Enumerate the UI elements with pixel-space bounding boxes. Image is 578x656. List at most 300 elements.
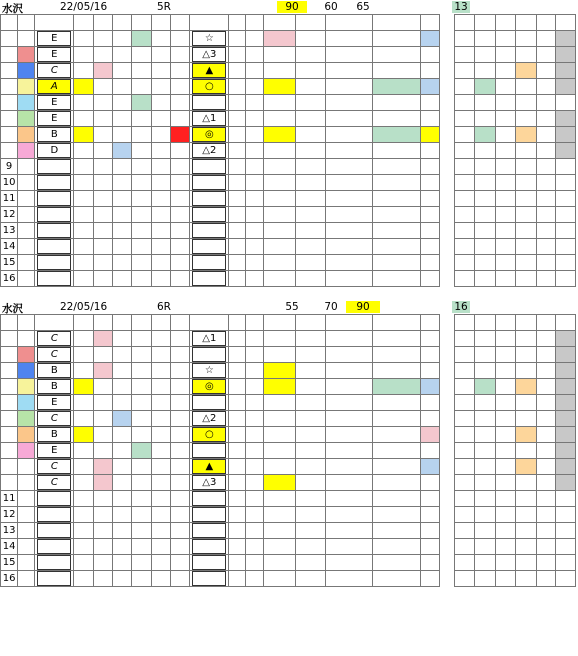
cell	[263, 507, 295, 523]
cell	[556, 571, 576, 587]
k-count	[496, 63, 515, 79]
p-count	[537, 143, 556, 159]
finish	[420, 395, 439, 411]
distance-header: 13	[452, 1, 470, 13]
column-header	[496, 15, 515, 31]
distance-move	[295, 95, 325, 111]
p-percent	[515, 331, 537, 347]
ability-grade	[35, 191, 74, 207]
distance-move	[295, 379, 325, 395]
ability-grade	[35, 207, 74, 223]
gate-number: 14	[1, 539, 18, 555]
gap-cell	[440, 111, 455, 127]
p-percent	[515, 363, 537, 379]
gate-number	[1, 47, 18, 63]
gap-cell	[440, 143, 455, 159]
gap-cell	[440, 491, 455, 507]
mark-cell	[190, 111, 229, 127]
table-row	[1, 523, 576, 539]
cell	[373, 239, 420, 255]
arrow	[151, 427, 170, 443]
cell	[132, 491, 151, 507]
cell	[326, 271, 373, 287]
prev-grade	[246, 47, 263, 63]
gap-cell	[440, 47, 455, 63]
finish	[420, 443, 439, 459]
cell	[263, 539, 295, 555]
dash-value	[229, 95, 246, 111]
jockey-record	[326, 363, 373, 379]
ability-box	[37, 223, 71, 238]
cell	[373, 159, 420, 175]
col-c	[112, 459, 131, 475]
mark-box: △2	[192, 143, 226, 158]
arrow	[151, 331, 170, 347]
header-cell	[18, 15, 35, 31]
cell	[151, 255, 170, 271]
fight	[556, 127, 576, 143]
cell	[326, 539, 373, 555]
k-count	[496, 427, 515, 443]
mark-cell	[190, 159, 229, 175]
gate-number	[1, 475, 18, 491]
ability-grade	[35, 143, 74, 159]
distance	[455, 363, 474, 379]
column-header	[263, 15, 295, 31]
cell	[496, 255, 515, 271]
col-d	[132, 331, 151, 347]
col-a	[74, 143, 93, 159]
fight	[556, 347, 576, 363]
table-row	[1, 363, 576, 379]
gate-number	[1, 443, 18, 459]
odds	[263, 95, 295, 111]
cell	[474, 555, 496, 571]
dash-value	[229, 31, 246, 47]
gap-cell	[440, 255, 455, 271]
cell	[474, 491, 496, 507]
cell	[326, 571, 373, 587]
ability-box	[37, 159, 71, 174]
gap-cell	[440, 31, 455, 47]
cell	[515, 159, 537, 175]
gap-cell	[440, 379, 455, 395]
fight	[556, 79, 576, 95]
p-count	[537, 31, 556, 47]
cell	[263, 555, 295, 571]
table-row	[1, 63, 576, 79]
distance	[455, 331, 474, 347]
cell	[151, 239, 170, 255]
p-count	[537, 443, 556, 459]
distance-move	[295, 459, 325, 475]
jockey-record	[326, 95, 373, 111]
cell	[326, 507, 373, 523]
gate-number: 15	[1, 555, 18, 571]
column-header	[112, 315, 131, 331]
col-d	[132, 475, 151, 491]
cell	[246, 175, 263, 191]
table-row	[1, 411, 576, 427]
cell	[496, 271, 515, 287]
p-count	[537, 395, 556, 411]
cell	[420, 175, 439, 191]
fight	[556, 459, 576, 475]
arrow	[151, 143, 170, 159]
cell	[474, 507, 496, 523]
cell	[151, 207, 170, 223]
arrow	[151, 443, 170, 459]
horse-number	[18, 95, 35, 111]
jockey-name	[373, 363, 420, 379]
arrow	[151, 111, 170, 127]
dash-value	[229, 379, 246, 395]
column-header	[515, 315, 537, 331]
cell	[93, 507, 112, 523]
fight	[556, 31, 576, 47]
p-percent	[515, 47, 537, 63]
cell	[263, 223, 295, 239]
table-row	[1, 191, 576, 207]
cell	[515, 555, 537, 571]
column-header	[190, 15, 229, 31]
distance-move	[295, 331, 325, 347]
jockey-record	[326, 63, 373, 79]
col-a	[74, 459, 93, 475]
gate-number	[1, 111, 18, 127]
cell	[420, 491, 439, 507]
cell	[74, 255, 93, 271]
horse-number	[18, 255, 35, 271]
column-header	[496, 315, 515, 331]
gap-cell	[440, 523, 455, 539]
col-d	[132, 347, 151, 363]
cell	[295, 491, 325, 507]
cell	[373, 491, 420, 507]
k-count	[496, 395, 515, 411]
odds	[263, 475, 295, 491]
jockey-name	[373, 95, 420, 111]
cell	[373, 207, 420, 223]
ability-box	[37, 239, 71, 254]
fight	[556, 443, 576, 459]
column-header	[93, 15, 112, 31]
mark-cell	[190, 411, 229, 427]
cell	[474, 523, 496, 539]
mark-cell	[190, 95, 229, 111]
p-percent	[515, 63, 537, 79]
distance-move	[295, 63, 325, 79]
cell	[556, 555, 576, 571]
cell	[132, 507, 151, 523]
mark-cell	[190, 475, 229, 491]
cell	[171, 523, 190, 539]
cell	[373, 271, 420, 287]
k-percent	[474, 379, 496, 395]
column-header	[132, 315, 151, 331]
ability-grade	[35, 411, 74, 427]
header-cell	[18, 315, 35, 331]
horse-number	[18, 475, 35, 491]
col-a	[74, 347, 93, 363]
running-style	[171, 79, 190, 95]
col-d	[132, 47, 151, 63]
cell	[112, 239, 131, 255]
cell	[515, 223, 537, 239]
distance	[455, 47, 474, 63]
col-a	[74, 79, 93, 95]
col-a	[74, 411, 93, 427]
arrow	[151, 475, 170, 491]
cell	[74, 555, 93, 571]
col-b	[93, 379, 112, 395]
jockey-name	[373, 331, 420, 347]
arrow	[151, 31, 170, 47]
gate-number	[1, 395, 18, 411]
mark-box	[192, 239, 226, 254]
cell	[171, 507, 190, 523]
mark-cell	[190, 363, 229, 379]
cell	[151, 175, 170, 191]
cell	[74, 539, 93, 555]
dash-value	[229, 63, 246, 79]
race-block	[0, 300, 576, 587]
mark-cell	[190, 223, 229, 239]
prev-grade	[246, 79, 263, 95]
table-row	[1, 271, 576, 287]
ability-grade	[35, 271, 74, 287]
cell	[474, 207, 496, 223]
horse-number	[18, 175, 35, 191]
gate-number: 13	[1, 223, 18, 239]
distance-move	[295, 347, 325, 363]
mark-box	[192, 507, 226, 522]
ability-box	[37, 539, 71, 554]
cell	[229, 491, 246, 507]
cell	[263, 571, 295, 587]
col-c	[112, 63, 131, 79]
cell	[246, 191, 263, 207]
running-style	[171, 459, 190, 475]
running-style	[171, 475, 190, 491]
mark-cell	[190, 31, 229, 47]
gap-cell	[440, 315, 455, 331]
cell	[420, 555, 439, 571]
distance	[455, 111, 474, 127]
cell	[295, 555, 325, 571]
mark-box: ◎	[192, 127, 226, 142]
p-percent	[515, 31, 537, 47]
gap-cell	[440, 555, 455, 571]
mark-cell	[190, 191, 229, 207]
distance	[455, 427, 474, 443]
p-percent	[515, 379, 537, 395]
p-count	[537, 127, 556, 143]
ability-box: E	[37, 95, 71, 110]
horse-number	[18, 555, 35, 571]
col-b	[93, 347, 112, 363]
cell	[474, 223, 496, 239]
col-c	[112, 379, 131, 395]
column-header	[420, 15, 439, 31]
cell	[515, 491, 537, 507]
k-percent	[474, 411, 496, 427]
cell	[93, 555, 112, 571]
col-b	[93, 127, 112, 143]
k-percent	[474, 347, 496, 363]
col-d	[132, 363, 151, 379]
col-a	[74, 31, 93, 47]
cell	[515, 539, 537, 555]
prev-grade	[246, 347, 263, 363]
mark-box: ▲	[192, 459, 226, 474]
k-count	[496, 347, 515, 363]
cell	[496, 539, 515, 555]
cell	[171, 239, 190, 255]
horse-number	[18, 427, 35, 443]
col-b	[93, 111, 112, 127]
gap-cell	[440, 411, 455, 427]
cell	[326, 159, 373, 175]
ability-box	[37, 255, 71, 270]
cell	[151, 539, 170, 555]
rating-value: 90	[346, 301, 380, 313]
finish	[420, 127, 439, 143]
mark-cell	[190, 379, 229, 395]
jockey-record	[326, 347, 373, 363]
gate-number: 12	[1, 207, 18, 223]
horse-number	[18, 127, 35, 143]
mark-box: ▲	[192, 63, 226, 78]
mark-box	[192, 555, 226, 570]
p-percent	[515, 127, 537, 143]
mark-cell	[190, 555, 229, 571]
odds	[263, 79, 295, 95]
table-row	[1, 571, 576, 587]
fight	[556, 411, 576, 427]
ability-box	[37, 571, 71, 586]
cell	[74, 271, 93, 287]
cell	[556, 523, 576, 539]
p-percent	[515, 427, 537, 443]
column-header	[295, 315, 325, 331]
column-header	[35, 15, 74, 31]
ability-grade	[35, 379, 74, 395]
horse-number	[18, 159, 35, 175]
jockey-record	[326, 459, 373, 475]
k-count	[496, 363, 515, 379]
running-style	[171, 31, 190, 47]
p-count	[537, 459, 556, 475]
mark-cell	[190, 127, 229, 143]
table-row	[1, 427, 576, 443]
distance-move	[295, 427, 325, 443]
cell	[132, 175, 151, 191]
cell	[496, 571, 515, 587]
horse-number	[18, 411, 35, 427]
mark-cell	[190, 507, 229, 523]
cell	[112, 191, 131, 207]
ability-grade	[35, 47, 74, 63]
cell	[246, 223, 263, 239]
column-header	[295, 15, 325, 31]
column-header	[455, 315, 474, 331]
column-header	[190, 315, 229, 331]
k-percent	[474, 475, 496, 491]
column-header	[229, 315, 246, 331]
cell	[455, 207, 474, 223]
distance	[455, 31, 474, 47]
jockey-record	[326, 475, 373, 491]
odds	[263, 331, 295, 347]
odds	[263, 411, 295, 427]
k-percent	[474, 111, 496, 127]
gap-cell	[440, 79, 455, 95]
ability-grade	[35, 347, 74, 363]
col-a	[74, 47, 93, 63]
mark-cell	[190, 63, 229, 79]
col-d	[132, 111, 151, 127]
cell	[326, 255, 373, 271]
col-c	[112, 31, 131, 47]
arrow	[151, 395, 170, 411]
mark-box: ◎	[192, 379, 226, 394]
horse-number	[18, 79, 35, 95]
k-count	[496, 127, 515, 143]
cell	[420, 239, 439, 255]
p-count	[537, 331, 556, 347]
cell	[229, 523, 246, 539]
gap-cell	[440, 15, 455, 31]
ability-grade	[35, 95, 74, 111]
col-c	[112, 475, 131, 491]
table-row	[1, 555, 576, 571]
fight	[556, 395, 576, 411]
fight	[556, 143, 576, 159]
table-row	[1, 347, 576, 363]
cell	[132, 159, 151, 175]
finish	[420, 111, 439, 127]
cell	[112, 223, 131, 239]
cell	[246, 207, 263, 223]
jockey-name	[373, 143, 420, 159]
horse-number	[18, 363, 35, 379]
gate-number	[1, 79, 18, 95]
odds	[263, 143, 295, 159]
cell	[326, 239, 373, 255]
gate-number	[1, 127, 18, 143]
cell	[132, 571, 151, 587]
col-b	[93, 443, 112, 459]
cell	[496, 239, 515, 255]
ability-box	[37, 555, 71, 570]
cell	[112, 175, 131, 191]
cell	[420, 571, 439, 587]
k-percent	[474, 31, 496, 47]
k-percent	[474, 47, 496, 63]
cell	[246, 271, 263, 287]
fight	[556, 111, 576, 127]
race-date: 22/05/16	[60, 301, 108, 313]
column-header	[229, 15, 246, 31]
cell	[373, 191, 420, 207]
cell	[420, 271, 439, 287]
cell	[496, 175, 515, 191]
col-d	[132, 427, 151, 443]
arrow	[151, 347, 170, 363]
ability-box	[37, 191, 71, 206]
mark-cell	[190, 255, 229, 271]
